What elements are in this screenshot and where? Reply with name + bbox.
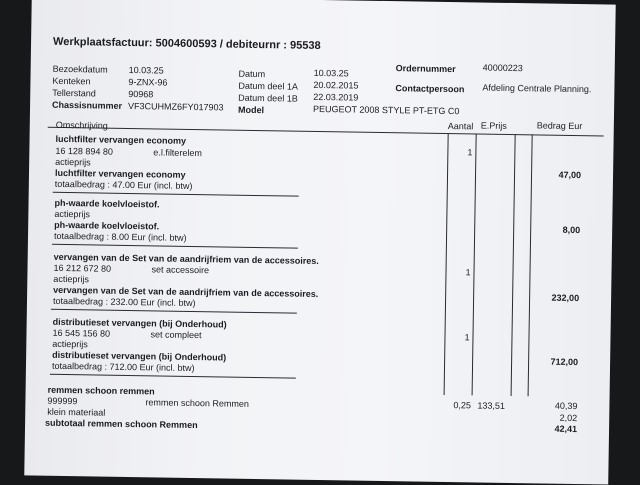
s5-desc: remmen schoon Remmen — [145, 397, 250, 409]
invoice-title: Werkplaatsfactuur: 5004600593 / debiteurnr : 95538 — [52, 35, 321, 52]
s1-heading: luchtfilter vervangen economy — [55, 133, 187, 146]
s2-amount: 8,00 — [562, 224, 581, 236]
s2-note: actieprijs — [54, 208, 90, 220]
col-bedrag: Bedrag Eur — [536, 120, 583, 132]
deel1b-label: Datum deel 1B — [238, 92, 298, 104]
contact-label: Contactpersoon — [395, 83, 465, 95]
col-aantal: Aantal — [447, 120, 474, 132]
s4-code: 16 545 156 80 — [52, 327, 111, 339]
s4-qty: 1 — [464, 332, 470, 343]
s1-code: 16 128 894 80 — [55, 145, 114, 157]
datum-label: Datum — [238, 68, 266, 80]
contact-value: Afdeling Centrale Planning. — [482, 82, 592, 95]
s5-subtotal-label: subtotaal remmen schoon Remmen — [45, 417, 198, 431]
s3-total: totaalbedrag : 232.00 Eur (incl. btw) — [52, 295, 196, 309]
s3-heading2: vervangen van de Set van de aandrijfriem van de accessoires. — [53, 284, 319, 299]
s5-amount: 40,39 — [554, 400, 578, 412]
s4-desc: set compleet — [150, 329, 202, 341]
s3-amount: 232,00 — [551, 292, 580, 304]
s3-qty: 1 — [465, 267, 471, 278]
ordernummer-label: Ordernummer — [395, 63, 456, 75]
s4-amount: 712,00 — [550, 356, 579, 368]
s5-qty: 0,25 — [453, 400, 472, 411]
bezoekdatum-label: Bezoekdatum — [52, 63, 108, 75]
invoice-paper — [24, 0, 615, 485]
s1-total: totaalbedrag : 47.00 Eur (incl. btw) — [54, 178, 193, 191]
tellerstand-label: Tellerstand — [52, 87, 96, 99]
col-rule-3 — [511, 134, 516, 396]
s1-note: actieprijs — [55, 156, 91, 168]
s2-heading: ph-waarde koelvloeistof. — [54, 197, 160, 210]
col-rule-2 — [472, 133, 477, 395]
col-omschrijving: Omschrijving — [55, 119, 108, 131]
s5-subtotal: 42,41 — [554, 423, 578, 435]
s5-heading: remmen schoon remmen — [47, 384, 155, 397]
s4-rule — [50, 374, 296, 379]
s3-rule — [51, 309, 297, 314]
s3-note: actieprijs — [53, 273, 89, 285]
s4-total: totaalbedrag : 712.00 Eur (incl. btw) — [51, 360, 195, 374]
s3-desc: set accessoire — [151, 264, 210, 276]
deel1a-value: 20.02.2015 — [313, 79, 359, 91]
col-rule-4 — [528, 134, 533, 396]
s3-code: 16 212 672 80 — [53, 262, 112, 274]
bezoekdatum-value: 10.03.25 — [128, 64, 164, 76]
deel1b-value: 22.03.2019 — [313, 91, 359, 103]
s1-desc: e.l.filterelem — [153, 147, 202, 159]
s5-code: 999999 — [47, 395, 78, 407]
deel1a-label: Datum deel 1A — [238, 80, 299, 92]
s5-extra-label: klein materiaal — [47, 406, 106, 418]
kenteken-value: 9-ZNX-96 — [128, 76, 168, 88]
col-rule-1 — [444, 133, 449, 395]
tellerstand-value: 90968 — [128, 88, 154, 100]
chassis-value: VF3CUHMZ6FY017903 — [128, 100, 224, 113]
s4-heading: distributieset vervangen (bij Onderhoud) — [52, 316, 227, 330]
datum-value: 10.03.25 — [313, 67, 349, 79]
kenteken-label: Kenteken — [52, 75, 91, 87]
ordernummer-value: 40000223 — [482, 62, 523, 74]
s3-heading: vervangen van de Set van de aandrijfriem van de accessoires. — [53, 251, 319, 266]
s2-heading2: ph-waarde koelvloeistof. — [54, 219, 160, 232]
s2-total: totaalbedrag : 8.00 Eur (incl. btw) — [53, 230, 187, 243]
s5-extra-amount: 2,02 — [559, 412, 578, 424]
chassis-label: Chassisnummer — [52, 99, 123, 111]
s1-amount: 47,00 — [558, 169, 582, 181]
s4-note: actieprijs — [52, 338, 88, 350]
s1-rule — [53, 192, 299, 197]
s2-rule — [52, 244, 298, 249]
model-label: Model — [237, 104, 265, 116]
s5-price: 133,51 — [477, 400, 506, 411]
col-eprijs: E.Prijs — [480, 120, 507, 131]
s4-heading2: distributieset vervangen (bij Onderhoud) — [52, 349, 227, 363]
model-value: PEUGEOT 2008 STYLE PT-ETG C0 — [312, 103, 460, 117]
s1-qty: 1 — [467, 147, 473, 158]
s1-heading2: luchtfilter vervangen economy — [54, 167, 186, 180]
